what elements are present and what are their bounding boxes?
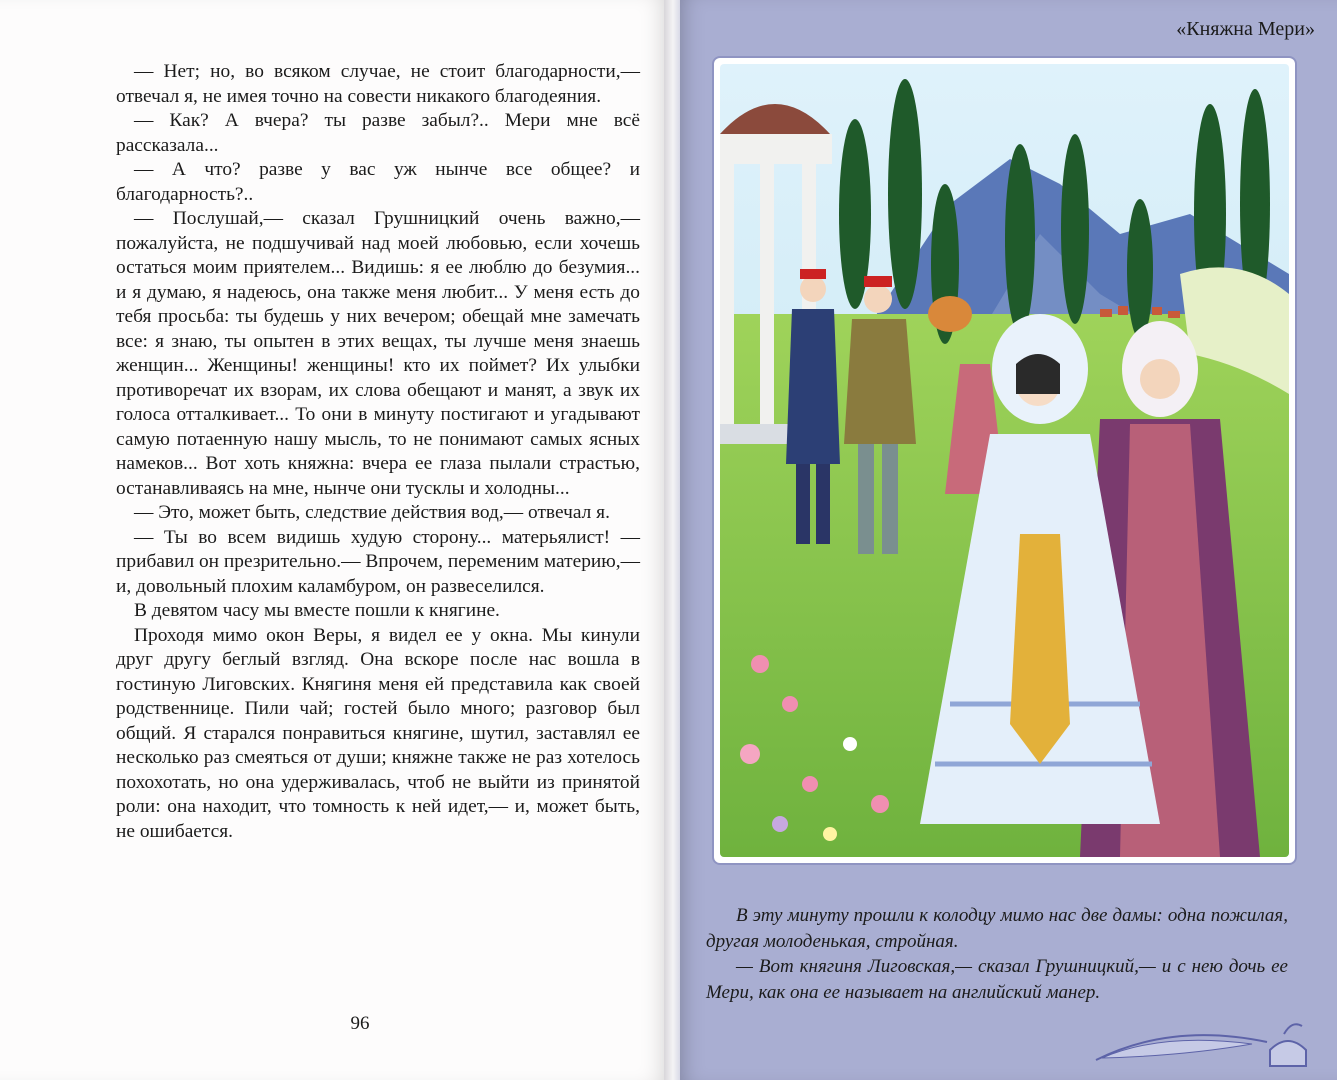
paragraph: — Послушай,— сказал Грушницкий очень важно,— пожалуйста, не подшучивай над моей любовью, если хочешь остаться моим приятелем... Видишь: я ее люблю до безумия... и я думаю, я надеюсь, она также меня любит... У меня есть до тебя просьба: ты будешь у них вечером; обещай мне замечать все: я знаю, ты опытен в этих вещах, ты лучше меня знаешь женщин... Женщины! женщины! кто их поймет? Их улыбки противоречат их взорам, их слова обещают и манят, а звук их голоса отталкивает... То они в минуту постигают и угадывают самую потаенную нашу мысль, то не понимают самых ясных намеков... Вот хоть княжна: вчера ее глаза пылали страстью, останавливаясь на мне, нынче они тусклы и холодны...: [116, 208, 640, 499]
left-page: [0, 0, 668, 1080]
paragraph: — Как? А вчера? ты разве забыл?.. Мери мне всё рассказала...: [116, 110, 640, 156]
quill-inkwell-ornament: [1092, 1012, 1324, 1072]
illustration-caption: [706, 903, 1288, 1005]
paragraph: — Нет; но, во всяком случае, не стоит благодарности,— отвечал я, не имея точно на совести никакого благодеяния.: [116, 61, 640, 107]
parasol-background: [928, 296, 972, 332]
running-head: «Княжна Мери»: [1176, 18, 1315, 40]
illustration-frame: [714, 58, 1295, 863]
paragraph: Проходя мимо окон Веры, я видел ее у окна. Мы кинули друг другу беглый взгляд. Она вскоре после нас вошла в гостиную Лиговских. Княгиня меня ей представила как своей родственнице. Пили чай; гостей было много; разговор был общий. Я старался понравиться княгине, шутил, заставлял ее несколько раз смеяться от души; княжне также не раз хотелось похохотать, но она удерживалась, чтоб не выйти из принятой роли: она находит, что томность к ней идет,— и, может быть, не ошибается.: [116, 624, 640, 842]
paragraph: — Ты во всем видишь худую сторону... матерьялист! — прибавил он презрительно.— Впрочем, переменим материю,— и, довольный плохим каламбуром, он развеселился.: [116, 526, 640, 597]
body-text: [116, 60, 640, 844]
illustration: [720, 64, 1289, 857]
page-number: 96: [350, 1013, 370, 1034]
caption-line: — Вот княгиня Лиговская,— сказал Грушницкий,— и с нею дочь ее Мери, как она ее называет на английский манер.: [706, 956, 1288, 1003]
inkwell-icon: [1270, 1041, 1306, 1066]
caption-line: В эту минуту прошли к колодцу мимо нас две дамы: одна пожилая, другая молоденькая, стройная.: [706, 905, 1288, 952]
paragraph: — А что? разве у вас уж нынче все общее? и благодарность?..: [116, 159, 640, 205]
paragraph: — Это, может быть, следствие действия вод,— отвечал я.: [134, 502, 610, 523]
paragraph: В девятом часу мы вместе пошли к княгине.: [134, 600, 500, 621]
illustration-picture: [720, 64, 1289, 857]
